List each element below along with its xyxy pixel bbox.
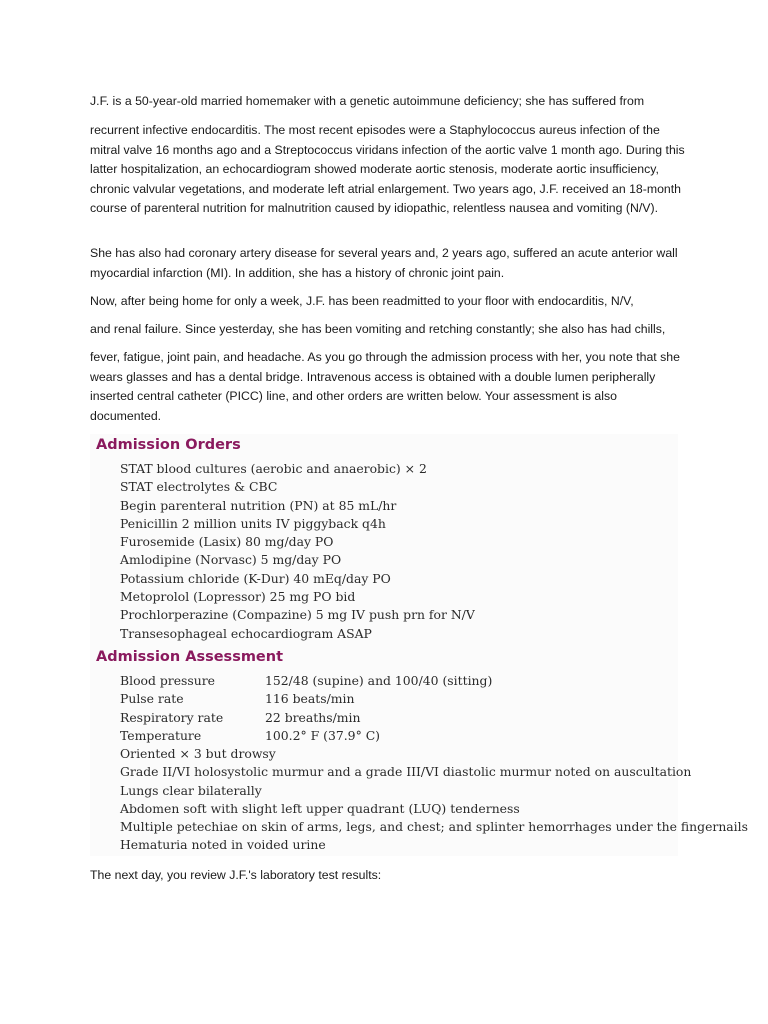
assessment-findings-list xyxy=(120,745,748,855)
paragraph-lab-results: The next day, you review J.F.'s laboratory test results: xyxy=(90,868,382,882)
paragraph-symptoms: and renal failure. Since yesterday, she has been vomiting and retching constantly; she also has had chills, xyxy=(90,322,666,336)
finding-item: Hematuria noted in voided urine xyxy=(120,837,326,853)
vital-value: 22 breaths/min xyxy=(265,709,361,725)
vital-label: Blood pressure xyxy=(120,673,215,688)
order-item: Transesophageal echocardiogram ASAP xyxy=(120,625,372,641)
vital-row xyxy=(120,672,492,690)
finding-item: Multiple petechiae on skin of arms, legs, and chest; and splinter hemorrhages under the fingernails xyxy=(120,819,748,835)
vital-row xyxy=(120,709,492,727)
order-item: Begin parenteral nutrition (PN) at 85 mL/hr xyxy=(120,497,397,513)
paragraph-history: recurrent infective endocarditis. The most recent episodes were a Staphylococcus aureus infection of the mitral valve 16 months ago and a Streptococcus viridans infection of the aortic valve 1 month ago. During this latter hospitalization, an echocardiogram showed moderate aortic stenosis, moderate aortic insufficiency, chronic valvular vegetations, and moderate left atrial enlargement. Two years ago, J.F. received an 18-month course of parenteral nutrition for malnutrition caused by idiopathic, relentless nausea and vomiting (N/V). xyxy=(90,123,685,215)
order-item: Potassium chloride (K-Dur) 40 mEq/day PO xyxy=(120,570,391,586)
order-item: Prochlorperazine (Compazine) 5 mg IV push prn for N/V xyxy=(120,607,475,623)
vital-value: 100.2° F (37.9° C) xyxy=(265,727,381,743)
order-item: Furosemide (Lasix) 80 mg/day PO xyxy=(120,534,334,550)
paragraph-readmission: Now, after being home for only a week, J.F. has been readmitted to your floor with endocarditis, N/V, xyxy=(90,294,634,308)
order-item: Metoprolol (Lopressor) 25 mg PO bid xyxy=(120,589,356,605)
vital-value: 152/48 (supine) and 100/40 (sitting) xyxy=(265,673,493,688)
paragraph-cardiac-history: She has also had coronary artery disease for several years and, 2 years ago, suffered an acute anterior wall myocardial infarction (MI). In addition, she has a history of chronic joint pain. xyxy=(90,246,678,280)
admission-assessment-title: Admission Assessment xyxy=(96,649,284,665)
finding-item: Oriented × 3 but drowsy xyxy=(120,746,276,761)
finding-item: Grade II/VI holosystolic murmur and a grade III/VI diastolic murmur noted on auscultation xyxy=(120,764,692,780)
vital-label: Respiratory rate xyxy=(120,709,224,725)
vital-label: Pulse rate xyxy=(120,691,184,707)
admission-orders-title: Admission Orders xyxy=(96,437,241,453)
paragraph-admission-process: fever, fatigue, joint pain, and headache. As you go through the admission process with her, you note that she wears glasses and has a dental bridge. Intravenous access is obtained with a double lumen peripherally inserted central catheter (PICC) line, and other orders are written below. Your assessment is also documented. xyxy=(90,350,680,423)
order-item: STAT blood cultures (aerobic and anaerobic) × 2 xyxy=(120,461,427,476)
orders-assessment-figure xyxy=(90,434,748,856)
order-item: Amlodipine (Norvasc) 5 mg/day PO xyxy=(120,552,342,568)
admission-orders-list xyxy=(120,460,475,643)
vital-signs-table xyxy=(120,672,492,745)
paragraph-intro: J.F. is a 50-year-old married homemaker with a genetic autoimmune deficiency; she has suffered from xyxy=(90,94,645,108)
order-item: STAT electrolytes & CBC xyxy=(120,479,278,495)
vital-label: Temperature xyxy=(120,727,202,743)
order-item: Penicillin 2 million units IV piggyback q4h xyxy=(120,515,386,531)
vital-value: 116 beats/min xyxy=(265,691,355,707)
vital-row xyxy=(120,727,492,745)
vital-row xyxy=(120,690,492,708)
finding-item: Lungs clear bilaterally xyxy=(120,782,262,798)
finding-item: Abdomen soft with slight left upper quadrant (LUQ) tenderness xyxy=(120,800,520,816)
